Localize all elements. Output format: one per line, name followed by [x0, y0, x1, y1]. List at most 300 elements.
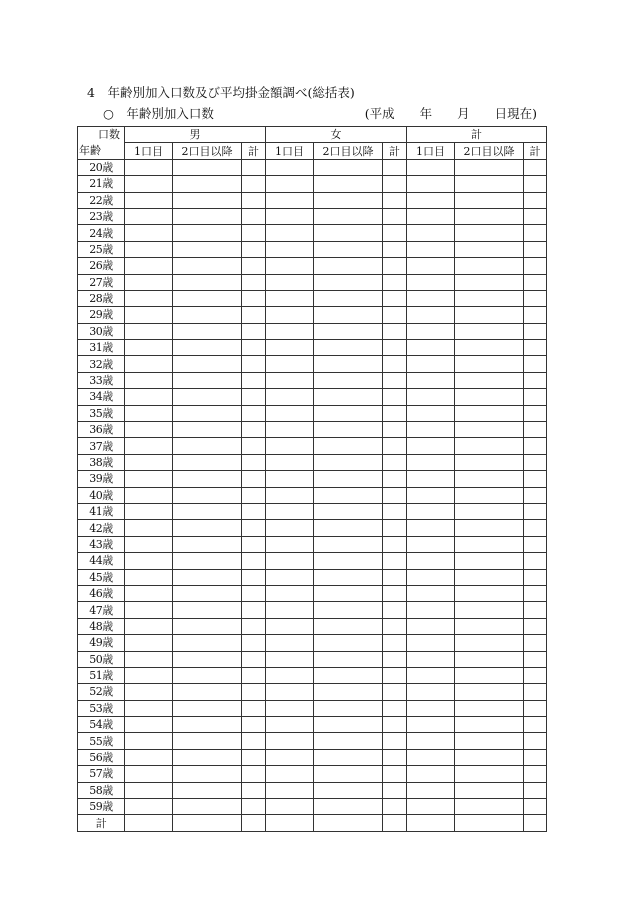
entry-cell[interactable]	[266, 356, 314, 372]
entry-cell[interactable]	[314, 176, 383, 192]
entry-cell[interactable]	[242, 340, 266, 356]
entry-cell[interactable]	[455, 799, 524, 815]
entry-cell[interactable]	[266, 635, 314, 651]
entry-cell[interactable]	[125, 569, 173, 585]
entry-cell[interactable]	[125, 585, 173, 601]
entry-cell[interactable]	[455, 159, 524, 175]
entry-cell[interactable]	[407, 766, 455, 782]
entry-cell[interactable]	[524, 602, 547, 618]
entry-cell[interactable]	[524, 667, 547, 683]
entry-cell[interactable]	[266, 454, 314, 470]
entry-cell[interactable]	[383, 733, 407, 749]
entry-cell[interactable]	[242, 602, 266, 618]
entry-cell[interactable]	[125, 405, 173, 421]
entry-cell[interactable]	[524, 553, 547, 569]
entry-cell[interactable]	[173, 651, 242, 667]
entry-cell[interactable]	[242, 684, 266, 700]
entry-cell[interactable]	[314, 438, 383, 454]
entry-cell[interactable]	[314, 307, 383, 323]
entry-cell[interactable]	[455, 618, 524, 634]
entry-cell[interactable]	[524, 258, 547, 274]
entry-cell[interactable]	[407, 307, 455, 323]
entry-cell[interactable]	[383, 520, 407, 536]
entry-cell[interactable]	[173, 635, 242, 651]
entry-cell[interactable]	[383, 356, 407, 372]
entry-cell[interactable]	[455, 389, 524, 405]
entry-cell[interactable]	[125, 192, 173, 208]
entry-cell[interactable]	[173, 372, 242, 388]
entry-cell[interactable]	[524, 192, 547, 208]
entry-cell[interactable]	[266, 536, 314, 552]
entry-cell[interactable]	[125, 241, 173, 257]
entry-cell[interactable]	[266, 290, 314, 306]
entry-cell[interactable]	[455, 290, 524, 306]
entry-cell[interactable]	[383, 782, 407, 798]
entry-cell[interactable]	[314, 618, 383, 634]
entry-cell[interactable]	[242, 241, 266, 257]
entry-cell[interactable]	[407, 487, 455, 503]
entry-cell[interactable]	[455, 323, 524, 339]
entry-cell[interactable]	[524, 372, 547, 388]
entry-cell[interactable]	[173, 405, 242, 421]
entry-cell[interactable]	[407, 159, 455, 175]
entry-cell[interactable]	[524, 340, 547, 356]
entry-cell[interactable]	[173, 241, 242, 257]
entry-cell[interactable]	[125, 782, 173, 798]
entry-cell[interactable]	[524, 766, 547, 782]
entry-cell[interactable]	[455, 192, 524, 208]
entry-cell[interactable]	[173, 536, 242, 552]
entry-cell[interactable]	[524, 815, 547, 831]
entry-cell[interactable]	[524, 749, 547, 765]
entry-cell[interactable]	[125, 487, 173, 503]
entry-cell[interactable]	[314, 799, 383, 815]
entry-cell[interactable]	[524, 290, 547, 306]
entry-cell[interactable]	[407, 553, 455, 569]
entry-cell[interactable]	[125, 356, 173, 372]
entry-cell[interactable]	[314, 487, 383, 503]
entry-cell[interactable]	[407, 733, 455, 749]
entry-cell[interactable]	[242, 503, 266, 519]
entry-cell[interactable]	[242, 635, 266, 651]
entry-cell[interactable]	[173, 389, 242, 405]
entry-cell[interactable]	[455, 340, 524, 356]
entry-cell[interactable]	[242, 717, 266, 733]
entry-cell[interactable]	[455, 471, 524, 487]
entry-cell[interactable]	[125, 422, 173, 438]
entry-cell[interactable]	[524, 717, 547, 733]
entry-cell[interactable]	[383, 192, 407, 208]
entry-cell[interactable]	[125, 208, 173, 224]
entry-cell[interactable]	[125, 323, 173, 339]
entry-cell[interactable]	[383, 471, 407, 487]
entry-cell[interactable]	[314, 192, 383, 208]
entry-cell[interactable]	[407, 258, 455, 274]
entry-cell[interactable]	[407, 520, 455, 536]
entry-cell[interactable]	[242, 372, 266, 388]
entry-cell[interactable]	[173, 766, 242, 782]
entry-cell[interactable]	[524, 422, 547, 438]
entry-cell[interactable]	[314, 356, 383, 372]
entry-cell[interactable]	[314, 766, 383, 782]
entry-cell[interactable]	[455, 602, 524, 618]
entry-cell[interactable]	[524, 176, 547, 192]
entry-cell[interactable]	[266, 241, 314, 257]
entry-cell[interactable]	[173, 356, 242, 372]
entry-cell[interactable]	[173, 290, 242, 306]
entry-cell[interactable]	[173, 749, 242, 765]
entry-cell[interactable]	[455, 700, 524, 716]
entry-cell[interactable]	[455, 405, 524, 421]
entry-cell[interactable]	[266, 487, 314, 503]
entry-cell[interactable]	[314, 717, 383, 733]
entry-cell[interactable]	[383, 208, 407, 224]
entry-cell[interactable]	[383, 422, 407, 438]
entry-cell[interactable]	[242, 356, 266, 372]
entry-cell[interactable]	[242, 749, 266, 765]
entry-cell[interactable]	[383, 454, 407, 470]
entry-cell[interactable]	[242, 225, 266, 241]
entry-cell[interactable]	[407, 389, 455, 405]
entry-cell[interactable]	[455, 749, 524, 765]
entry-cell[interactable]	[524, 438, 547, 454]
entry-cell[interactable]	[524, 635, 547, 651]
entry-cell[interactable]	[242, 405, 266, 421]
entry-cell[interactable]	[125, 159, 173, 175]
entry-cell[interactable]	[455, 487, 524, 503]
entry-cell[interactable]	[314, 454, 383, 470]
entry-cell[interactable]	[266, 422, 314, 438]
entry-cell[interactable]	[383, 799, 407, 815]
entry-cell[interactable]	[266, 503, 314, 519]
entry-cell[interactable]	[266, 799, 314, 815]
entry-cell[interactable]	[242, 307, 266, 323]
entry-cell[interactable]	[173, 503, 242, 519]
entry-cell[interactable]	[314, 208, 383, 224]
entry-cell[interactable]	[383, 225, 407, 241]
entry-cell[interactable]	[455, 569, 524, 585]
entry-cell[interactable]	[383, 340, 407, 356]
entry-cell[interactable]	[125, 717, 173, 733]
entry-cell[interactable]	[242, 208, 266, 224]
entry-cell[interactable]	[524, 733, 547, 749]
entry-cell[interactable]	[125, 766, 173, 782]
entry-cell[interactable]	[242, 667, 266, 683]
entry-cell[interactable]	[125, 176, 173, 192]
entry-cell[interactable]	[407, 782, 455, 798]
entry-cell[interactable]	[383, 667, 407, 683]
entry-cell[interactable]	[125, 667, 173, 683]
entry-cell[interactable]	[407, 536, 455, 552]
entry-cell[interactable]	[407, 225, 455, 241]
entry-cell[interactable]	[383, 159, 407, 175]
entry-cell[interactable]	[455, 553, 524, 569]
entry-cell[interactable]	[242, 471, 266, 487]
entry-cell[interactable]	[407, 749, 455, 765]
entry-cell[interactable]	[266, 340, 314, 356]
entry-cell[interactable]	[524, 159, 547, 175]
entry-cell[interactable]	[407, 569, 455, 585]
entry-cell[interactable]	[407, 651, 455, 667]
entry-cell[interactable]	[173, 192, 242, 208]
entry-cell[interactable]	[407, 684, 455, 700]
entry-cell[interactable]	[407, 503, 455, 519]
entry-cell[interactable]	[266, 323, 314, 339]
entry-cell[interactable]	[524, 389, 547, 405]
entry-cell[interactable]	[407, 585, 455, 601]
entry-cell[interactable]	[173, 438, 242, 454]
entry-cell[interactable]	[455, 585, 524, 601]
entry-cell[interactable]	[173, 323, 242, 339]
entry-cell[interactable]	[173, 471, 242, 487]
entry-cell[interactable]	[455, 717, 524, 733]
entry-cell[interactable]	[383, 487, 407, 503]
entry-cell[interactable]	[266, 274, 314, 290]
entry-cell[interactable]	[407, 700, 455, 716]
entry-cell[interactable]	[242, 799, 266, 815]
entry-cell[interactable]	[173, 487, 242, 503]
entry-cell[interactable]	[173, 585, 242, 601]
entry-cell[interactable]	[455, 258, 524, 274]
entry-cell[interactable]	[314, 290, 383, 306]
entry-cell[interactable]	[455, 503, 524, 519]
entry-cell[interactable]	[455, 176, 524, 192]
entry-cell[interactable]	[314, 667, 383, 683]
entry-cell[interactable]	[173, 553, 242, 569]
entry-cell[interactable]	[173, 799, 242, 815]
entry-cell[interactable]	[524, 487, 547, 503]
entry-cell[interactable]	[173, 815, 242, 831]
entry-cell[interactable]	[173, 618, 242, 634]
entry-cell[interactable]	[242, 569, 266, 585]
entry-cell[interactable]	[125, 618, 173, 634]
entry-cell[interactable]	[173, 225, 242, 241]
entry-cell[interactable]	[125, 700, 173, 716]
entry-cell[interactable]	[242, 536, 266, 552]
entry-cell[interactable]	[314, 225, 383, 241]
entry-cell[interactable]	[455, 225, 524, 241]
entry-cell[interactable]	[125, 389, 173, 405]
entry-cell[interactable]	[242, 487, 266, 503]
entry-cell[interactable]	[383, 766, 407, 782]
entry-cell[interactable]	[524, 323, 547, 339]
entry-cell[interactable]	[455, 766, 524, 782]
entry-cell[interactable]	[314, 733, 383, 749]
entry-cell[interactable]	[524, 536, 547, 552]
entry-cell[interactable]	[407, 815, 455, 831]
entry-cell[interactable]	[173, 258, 242, 274]
entry-cell[interactable]	[173, 159, 242, 175]
entry-cell[interactable]	[266, 225, 314, 241]
entry-cell[interactable]	[455, 536, 524, 552]
entry-cell[interactable]	[242, 585, 266, 601]
entry-cell[interactable]	[242, 618, 266, 634]
entry-cell[interactable]	[125, 274, 173, 290]
entry-cell[interactable]	[407, 405, 455, 421]
entry-cell[interactable]	[266, 258, 314, 274]
entry-cell[interactable]	[455, 241, 524, 257]
entry-cell[interactable]	[314, 749, 383, 765]
entry-cell[interactable]	[266, 569, 314, 585]
entry-cell[interactable]	[173, 667, 242, 683]
entry-cell[interactable]	[407, 192, 455, 208]
entry-cell[interactable]	[125, 553, 173, 569]
entry-cell[interactable]	[314, 422, 383, 438]
entry-cell[interactable]	[524, 471, 547, 487]
entry-cell[interactable]	[314, 389, 383, 405]
entry-cell[interactable]	[125, 372, 173, 388]
entry-cell[interactable]	[383, 700, 407, 716]
entry-cell[interactable]	[407, 422, 455, 438]
entry-cell[interactable]	[125, 503, 173, 519]
entry-cell[interactable]	[314, 651, 383, 667]
entry-cell[interactable]	[314, 684, 383, 700]
entry-cell[interactable]	[383, 684, 407, 700]
entry-cell[interactable]	[125, 520, 173, 536]
entry-cell[interactable]	[125, 471, 173, 487]
entry-cell[interactable]	[314, 782, 383, 798]
entry-cell[interactable]	[407, 438, 455, 454]
entry-cell[interactable]	[524, 799, 547, 815]
entry-cell[interactable]	[407, 618, 455, 634]
entry-cell[interactable]	[383, 635, 407, 651]
entry-cell[interactable]	[407, 340, 455, 356]
entry-cell[interactable]	[266, 766, 314, 782]
entry-cell[interactable]	[266, 438, 314, 454]
entry-cell[interactable]	[524, 405, 547, 421]
entry-cell[interactable]	[383, 405, 407, 421]
entry-cell[interactable]	[455, 307, 524, 323]
entry-cell[interactable]	[407, 372, 455, 388]
entry-cell[interactable]	[383, 389, 407, 405]
entry-cell[interactable]	[524, 208, 547, 224]
entry-cell[interactable]	[524, 274, 547, 290]
entry-cell[interactable]	[125, 815, 173, 831]
entry-cell[interactable]	[407, 454, 455, 470]
entry-cell[interactable]	[266, 471, 314, 487]
entry-cell[interactable]	[524, 684, 547, 700]
entry-cell[interactable]	[383, 749, 407, 765]
entry-cell[interactable]	[383, 618, 407, 634]
entry-cell[interactable]	[173, 307, 242, 323]
entry-cell[interactable]	[242, 438, 266, 454]
entry-cell[interactable]	[407, 602, 455, 618]
entry-cell[interactable]	[242, 258, 266, 274]
entry-cell[interactable]	[266, 684, 314, 700]
entry-cell[interactable]	[314, 602, 383, 618]
entry-cell[interactable]	[266, 307, 314, 323]
entry-cell[interactable]	[125, 733, 173, 749]
entry-cell[interactable]	[455, 635, 524, 651]
entry-cell[interactable]	[266, 176, 314, 192]
entry-cell[interactable]	[173, 422, 242, 438]
entry-cell[interactable]	[455, 208, 524, 224]
entry-cell[interactable]	[242, 454, 266, 470]
entry-cell[interactable]	[455, 356, 524, 372]
entry-cell[interactable]	[407, 356, 455, 372]
entry-cell[interactable]	[173, 176, 242, 192]
entry-cell[interactable]	[266, 618, 314, 634]
entry-cell[interactable]	[383, 274, 407, 290]
entry-cell[interactable]	[242, 290, 266, 306]
entry-cell[interactable]	[173, 602, 242, 618]
entry-cell[interactable]	[242, 651, 266, 667]
entry-cell[interactable]	[524, 503, 547, 519]
entry-cell[interactable]	[314, 635, 383, 651]
entry-cell[interactable]	[242, 323, 266, 339]
entry-cell[interactable]	[125, 290, 173, 306]
entry-cell[interactable]	[314, 159, 383, 175]
entry-cell[interactable]	[383, 815, 407, 831]
entry-cell[interactable]	[455, 733, 524, 749]
entry-cell[interactable]	[125, 799, 173, 815]
entry-cell[interactable]	[383, 553, 407, 569]
entry-cell[interactable]	[314, 503, 383, 519]
entry-cell[interactable]	[407, 635, 455, 651]
entry-cell[interactable]	[407, 799, 455, 815]
entry-cell[interactable]	[383, 503, 407, 519]
entry-cell[interactable]	[266, 700, 314, 716]
entry-cell[interactable]	[455, 651, 524, 667]
entry-cell[interactable]	[524, 585, 547, 601]
entry-cell[interactable]	[125, 340, 173, 356]
entry-cell[interactable]	[242, 389, 266, 405]
entry-cell[interactable]	[314, 553, 383, 569]
entry-cell[interactable]	[455, 422, 524, 438]
entry-cell[interactable]	[455, 520, 524, 536]
entry-cell[interactable]	[242, 553, 266, 569]
entry-cell[interactable]	[407, 176, 455, 192]
entry-cell[interactable]	[266, 667, 314, 683]
entry-cell[interactable]	[242, 766, 266, 782]
entry-cell[interactable]	[266, 585, 314, 601]
entry-cell[interactable]	[173, 208, 242, 224]
entry-cell[interactable]	[524, 569, 547, 585]
entry-cell[interactable]	[242, 700, 266, 716]
entry-cell[interactable]	[524, 651, 547, 667]
entry-cell[interactable]	[524, 241, 547, 257]
entry-cell[interactable]	[383, 307, 407, 323]
entry-cell[interactable]	[524, 782, 547, 798]
entry-cell[interactable]	[455, 274, 524, 290]
entry-cell[interactable]	[524, 356, 547, 372]
entry-cell[interactable]	[266, 717, 314, 733]
entry-cell[interactable]	[125, 602, 173, 618]
entry-cell[interactable]	[383, 602, 407, 618]
entry-cell[interactable]	[266, 372, 314, 388]
entry-cell[interactable]	[455, 667, 524, 683]
entry-cell[interactable]	[266, 651, 314, 667]
entry-cell[interactable]	[314, 372, 383, 388]
entry-cell[interactable]	[125, 536, 173, 552]
entry-cell[interactable]	[524, 225, 547, 241]
entry-cell[interactable]	[314, 471, 383, 487]
entry-cell[interactable]	[314, 340, 383, 356]
entry-cell[interactable]	[125, 225, 173, 241]
entry-cell[interactable]	[173, 454, 242, 470]
entry-cell[interactable]	[173, 717, 242, 733]
entry-cell[interactable]	[407, 290, 455, 306]
entry-cell[interactable]	[407, 274, 455, 290]
entry-cell[interactable]	[266, 389, 314, 405]
entry-cell[interactable]	[383, 290, 407, 306]
entry-cell[interactable]	[125, 635, 173, 651]
entry-cell[interactable]	[383, 585, 407, 601]
entry-cell[interactable]	[524, 454, 547, 470]
entry-cell[interactable]	[242, 422, 266, 438]
entry-cell[interactable]	[173, 700, 242, 716]
entry-cell[interactable]	[125, 307, 173, 323]
